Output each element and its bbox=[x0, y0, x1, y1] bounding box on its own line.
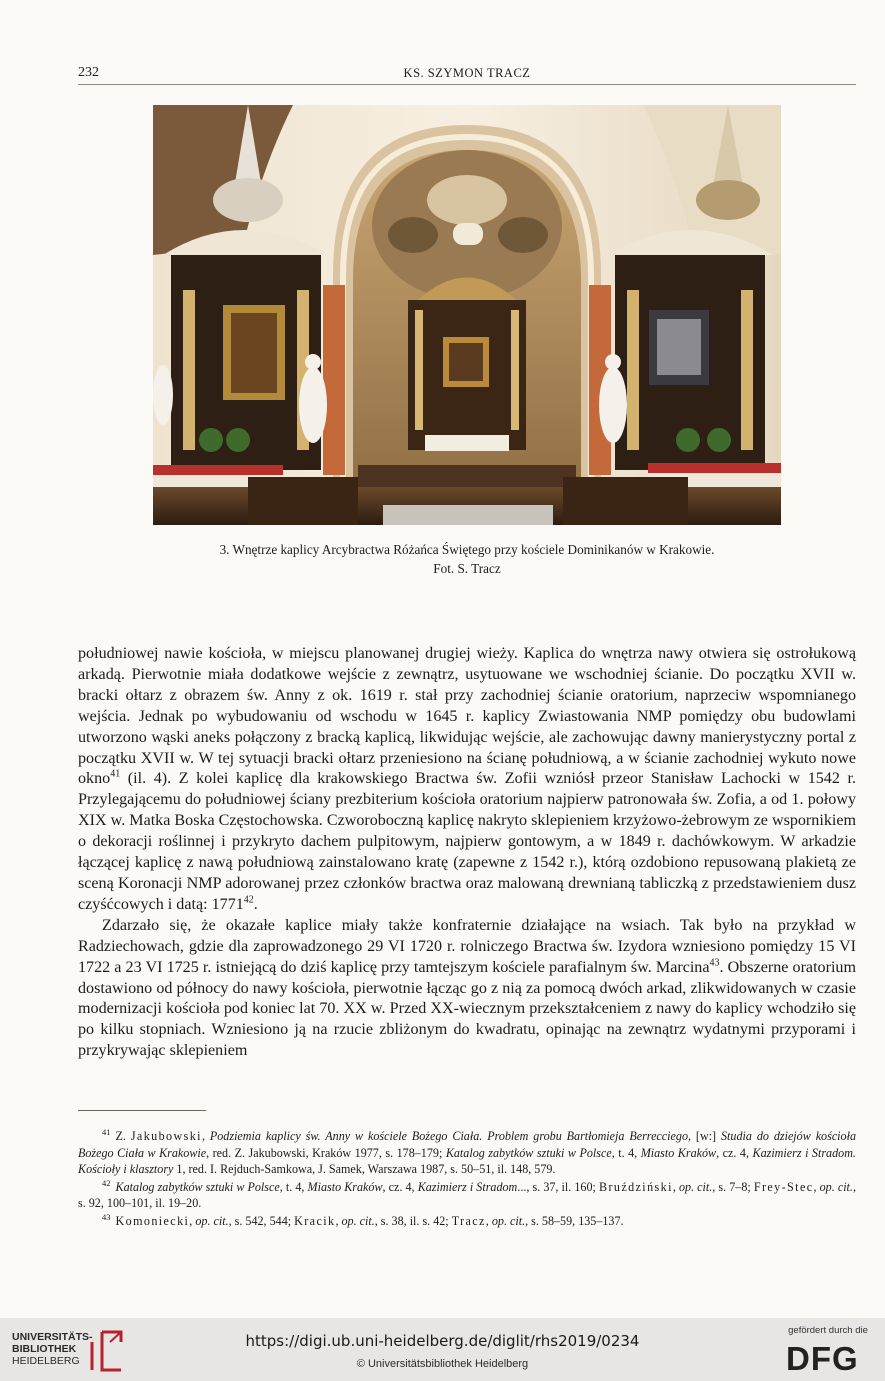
dfg-logo[interactable]: DFG bbox=[786, 1340, 859, 1377]
footnote-divider bbox=[78, 1110, 206, 1111]
footnote-segment: , bbox=[335, 1213, 342, 1228]
footnote-segment: Miasto Kraków bbox=[307, 1179, 383, 1194]
figure-caption bbox=[78, 540, 856, 578]
footnote-segment: , s. 542, 544; bbox=[228, 1213, 295, 1228]
viewer-footer bbox=[0, 1318, 885, 1381]
chapel-photo-drawing bbox=[153, 105, 781, 525]
footnote-segment: , s. 58–59, 135–137. bbox=[525, 1213, 624, 1228]
footnote-number: 43 bbox=[102, 1211, 111, 1222]
funded-by-label: gefördert durch die bbox=[788, 1325, 868, 1336]
footnote-segment: Katalog zabytków sztuki w Polsce bbox=[115, 1179, 280, 1194]
footnote-segment: Bruździński bbox=[598, 1179, 673, 1194]
footnote-segment: , s. 38, il. s. 42; bbox=[374, 1213, 452, 1228]
footnote-segment: op. cit. bbox=[491, 1213, 526, 1228]
page-number: 232 bbox=[78, 65, 99, 80]
footnote-segment: Miasto Kraków bbox=[640, 1145, 717, 1160]
figure-caption-line1: 3. Wnętrze kaplicy Arcybractwa Różańca Świętego przy kościele Dominikanów w Krakowie. bbox=[219, 542, 715, 557]
paragraph-2: Zdarzało się, że okazałe kaplice miały także konfraternie działające na wsiach. Tak było na przykład w Radziechowach, gdzie dla zaprowadzonego 29 VI 1720 r. rolniczego Bractwa św. Izydora wzniesiono pomiędzy 15 VI 1722 a 23 VI 1725 r. istniejącą do dziś kaplicę przy tamtejszym kościele parafialnym św. Marcina$^{43}$. Obszerne oratorium dostawiono od północy do nawy kościoła, pierwotnie łącząc go z nią za pomocą dwóch arkad, zlikwidowanych w czasie modernizacji kościoła pod koniec lat 70. XX w. Przed XX-wiecznym przekształceniem z nawy do kaplicy wchodziło się po kilku stopniach. Wzniesiono ją na rzucie zbliżonym do kwadratu, opinając na zewnątrz wydatnymi przyporami i przykrywając sklepieniem bbox=[78, 916, 856, 1060]
running-header-author: KS. SZYMON TRACZ bbox=[403, 66, 531, 80]
footnote-number: 41 bbox=[102, 1126, 111, 1137]
footnote-segment: Z. bbox=[115, 1129, 131, 1143]
figure-caption-credit: Fot. S. Tracz bbox=[433, 561, 501, 576]
footnote-ref-42[interactable]: 42 bbox=[243, 894, 254, 906]
footnote-segment: op. cit. bbox=[341, 1213, 375, 1228]
footnote-segment: , t. 4, bbox=[611, 1145, 641, 1160]
footnote-segment: Katalog zabytków sztuki w Polsce bbox=[445, 1145, 612, 1160]
footnote-segment: Kracik bbox=[294, 1213, 336, 1228]
footnote-41 bbox=[78, 1128, 856, 1178]
footnote-segment: 1, red. I. Rejduch-Samkowa, J. Samek, Warszawa 1987, s. 50–51, il. 148, 579. bbox=[173, 1162, 556, 1177]
footnote-segment: Komoniecki bbox=[115, 1213, 190, 1228]
footnote-segment: , s. 92, 100–101, il. 19–20. bbox=[78, 1179, 856, 1211]
footnote-segment: Frey-Stec bbox=[753, 1179, 814, 1194]
footnote-segment: , cz. 4, bbox=[716, 1145, 753, 1160]
footnote-segment: , red. Z. Jakubowski, Kraków 1977, s. 178–179; bbox=[206, 1145, 446, 1160]
footnote-ref-43[interactable]: 43 bbox=[709, 957, 720, 969]
footnote-segment: op. cit. bbox=[195, 1213, 229, 1228]
footnote-segment: op. cit. bbox=[819, 1179, 853, 1194]
library-logo[interactable]: UNIVERSITÄTS- BIBLIOTHEK HEIDELBERG bbox=[12, 1331, 93, 1367]
footnote-segment: , bbox=[189, 1213, 196, 1228]
footnote-42 bbox=[78, 1179, 856, 1212]
footnote-segment: , bbox=[201, 1129, 210, 1143]
footnote-segment: Tracz bbox=[451, 1213, 486, 1228]
footnote-segment: , s. 7–8; bbox=[712, 1179, 754, 1194]
footnote-segment: , bbox=[813, 1179, 820, 1194]
footnote-segment: Podziemia kaplicy św. Anny w kościele Bożego Ciała. Problem grobu Bartłomieja Berrecciego bbox=[209, 1129, 688, 1143]
footnote-segment: , cz. 4, bbox=[382, 1179, 418, 1194]
chapel-interior-photo bbox=[153, 105, 781, 525]
running-header bbox=[78, 64, 856, 85]
footnote-segment: , bbox=[672, 1179, 679, 1194]
copyright-notice: © Universitätsbibliothek Heidelberg bbox=[356, 1358, 529, 1370]
footnote-segment: Studia do dziejów kościoła Bożego Ciała w Krakowie bbox=[78, 1129, 856, 1160]
footnotes bbox=[78, 1128, 856, 1231]
footnote-segment: Kazimierz i Stradom. Kościoły i klasztory bbox=[78, 1145, 856, 1177]
footnote-segment: ..., s. 37, il. 160; bbox=[517, 1179, 599, 1194]
permalink-link[interactable]: https://digi.ub.uni-heidelberg.de/diglit/rhs2019/0234 bbox=[245, 1332, 640, 1350]
footnote-segment: Kazimierz i Stradom bbox=[417, 1179, 518, 1194]
footnote-segment: , bbox=[485, 1213, 492, 1228]
paragraph-1: południowej nawie kościoła, w miejscu planowanej drugiej wieży. Kaplica do wnętrza nawy otwiera się ostrołukową arkadą. Pierwotnie miała dodatkowe wejście z zewnątrz, usytuowane we wschodniej ścianie. Do początku XVII w. bracki ołtarz z obrazem św. Anny z ok. 1619 r. stał przy zachodniej ścianie oratorium, naprzeciw wspomnianego wejścia. Jednak po wybudowaniu od wschodu w 1645 r. kaplicy Zwiastowania NMP pomiędzy obu budowlami utworzono wąski aneks połączony z bracką kaplicą, likwidując wejście, ale zachowując dawny manierystyczny portal z początku XVII w. W tej sytuacji bracki ołtarz przeniesiono na ścianę południową, a w ścianie zachodniej wykuto nowe okno$^{41}$ (il. 4). Z kolei kaplicę dla krakowskiego Bractwa św. Zofii wzniósł przeor Stanisław Lachocki w 1542 r. Przylegającemu do południowej ściany prezbiterium kościoła oratorium najpierw patronowała św. Zofia, a od 1. połowy XIX w. Matka Boska Częstochowska. Czworoboczną kaplicę nakryto sklepieniem krzyżowo-żebrowym ze wspornikiem o dekoracji roślinnej i przykryto dachem pulpitowym, najpierw gontowym, a w 1849 r. dachówkowym. W arkadzie łączącej kaplicę z nawą południową zainstalowano kratę (zapewne z 1542 r.), którą ozdobiono repusowaną plakietą ze sceną Koronacji NMP adorowanej przez członków bractwa oraz malowaną drewnianą tabliczką z przedstawieniem dusz czyśćcowych i datą: 1771$^{42}$. bbox=[78, 645, 856, 913]
footnote-segment: Jakubowski bbox=[130, 1129, 202, 1143]
permalink-url[interactable] bbox=[0, 1332, 885, 1350]
footnote-segment: , [w:] bbox=[688, 1129, 721, 1143]
footnote-43 bbox=[78, 1213, 856, 1230]
body-text bbox=[78, 644, 856, 1062]
footnote-ref-41[interactable]: 41 bbox=[110, 769, 121, 781]
footnote-segment: op. cit. bbox=[678, 1179, 713, 1194]
footnote-number: 42 bbox=[102, 1177, 111, 1188]
footnote-segment: , t. 4, bbox=[279, 1179, 308, 1194]
